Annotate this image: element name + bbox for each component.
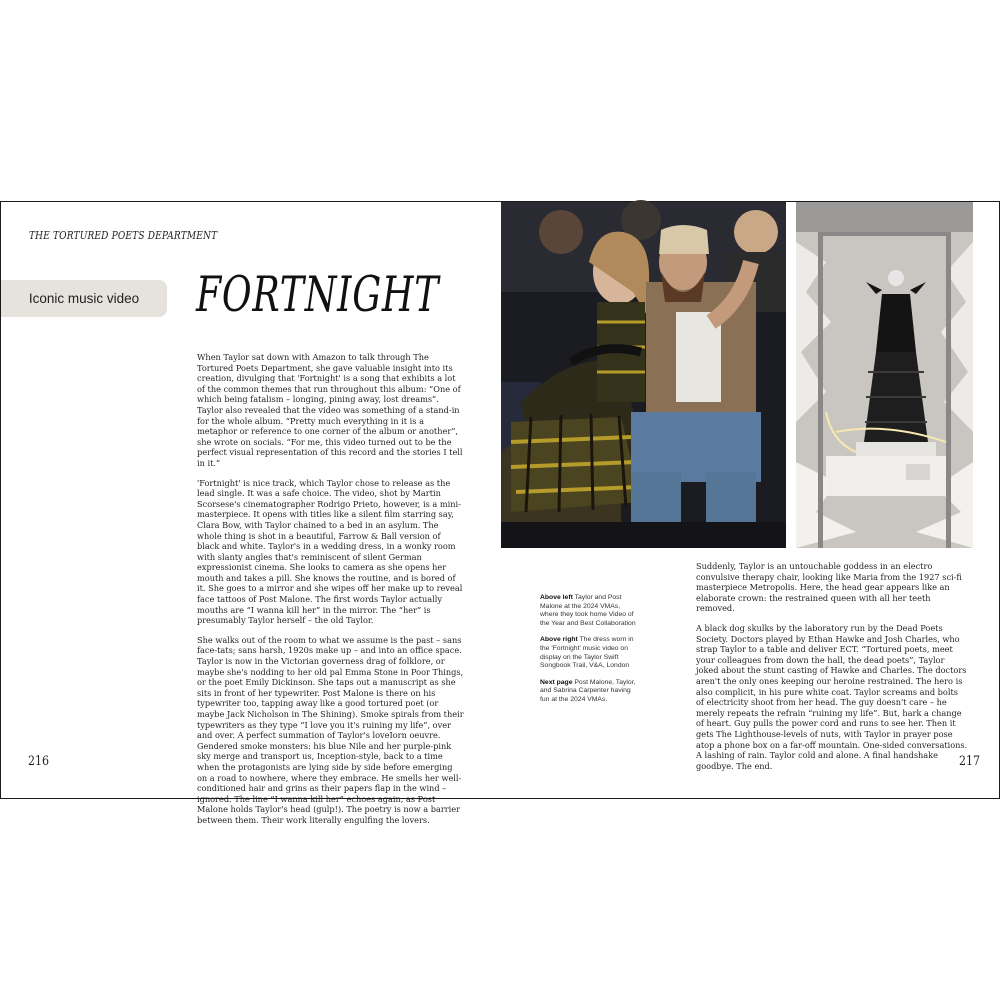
- page-number-right: 217: [959, 754, 981, 769]
- paragraph: She walks out of the room to what we assume is the past – sans face-tats; sans harsh, 1920s make up – and into an office space. Taylor is now in the Victorian governess drag of folklore, or maybe she's nodding to her old pal Emma Stone in Poor Things, or the poet Emily Dickinson. She taps out a manuscript as she sits in front of her typewriter. Post Malone is there on his typewriter too, tapping away like a good tortured poet (or maybe Jack Nicholson in The Shining). Smoke spirals from their typewriters as they type “I love you it's ruining my life”, over and over. A perfect summation of Taylor's loveIorn oeuvre. Gendered smoke monsters: his blue Nile and her purple-pink sky merge and transport us, Inception-style, back to a time when the protagonists are lying side by side before emerging on a road to nowhere, where they embrace. He smells her well-conditioned hair and grins as their papers flap in the wind – ignored. The line “I wanna kill her” echoes again, as Post Malone holds Taylor's head (gulp!). The poetry is now a barrier between them. Their work literally engulfing the lovers.: [197, 634, 464, 825]
- caption-text: The dress worn in the 'Fortnight' music video on display on the Taylor Swift Songbook Trail, V&A, London: [540, 636, 634, 670]
- paragraph: Suddenly, Taylor is an untouchable goddess in an electro convulsive therapy chair, looking like Maria from the 1927 sci-fi masterpiece Metropolis. Here, the head gear appears like an elaborate crown: the restrained queen with all her teeth removed.: [696, 561, 962, 614]
- paragraph: When Taylor sat down with Amazon to talk through The Tortured Poets Department, she gave valuable insight into its creation, divulging that 'Fortnight' is a song that exhibits a lot of the common themes that run throughout this album: “One of which being fatalism – longing, pining away, lost dreams”. Taylor also revealed that the video was something of a stand-in for the whole album. “Pretty much everything in it is a metaphor or reference to one corner of the album or another”, she wrote on socials. “For me, this video turned out to be the perfect visual representation of this record and the stories I tell in it.”: [197, 352, 463, 468]
- paragraph: 'Fortnight' is nice track, which Taylor chose to release as the lead single. It was a safe choice. The video, shot by Martin Scorsese's cinematographer Rodrigo Prieto, however, is a mini-masterpiece. It opens with titles like a silent film starring say, Clara Bow, with Taylor chained to a bed in an asylum. The whole thing is shot in a beautiful, Farrow & Ball version of black and white. Taylor's in a wedding dress, in a wonky room with slanty angles that's reminiscent of silent German expressionist cinema. She looks to camera as she opens her mouth and takes a pill. She knows the routine, and is bored of it. She goes to a mirror and she wipes off her make up to reveal face tattoos of Post Malone. The first words Taylor actually mouths are “I wanna kill her” in the mirror. The “her” is presumably Taylor herself – the old Taylor.: [197, 477, 463, 626]
- photo-vma-couple: [501, 202, 786, 548]
- caption-label: Above left: [540, 594, 573, 601]
- caption-text: Post Malone, Taylor, and Sabrina Carpenter having fun at the 2024 VMAs.: [540, 678, 636, 703]
- paragraph: A black dog skulks by the laboratory run by the Dead Poets Society. Doctors played by Ethan Hawke and Josh Charles, who strap Taylor to a table and deliver ECT. “Tortured poets, meet your colleagues from down the hall, the dead poets”, Taylor joked about the stunt casting of Hawke and Charles. The doctors aren't the only ones keeping our heroine restrained. The hero is also complicit, in his pure white coat. Taylor screams and bolts of electricity shoot from her head. The guy doesn't care – he merely repeats the refrain “ruining my life”. But, hark a change of heart. Guy pulls the power cord and runs to see her. Then it gets The Lighthouse-levels of nuts, with Taylor in prayer pose atop a phone box on a far-off mountain. One-sided conversations. A lashing of rain. Taylor cold and alone. A final handshake goodbye. The end.: [696, 622, 968, 771]
- section-tag: [1, 280, 167, 317]
- photo-captions: [540, 594, 636, 713]
- page-number-left: 216: [28, 754, 50, 769]
- caption: [540, 679, 636, 705]
- caption-text: Taylor and Post Malone at the 2024 VMAs, where they took home Video of the Year and Best Collaboration: [540, 594, 636, 627]
- article-title: FORTNIGHT: [196, 266, 440, 323]
- caption-label: Above right: [540, 636, 578, 644]
- book-spread: [0, 201, 1000, 825]
- caption: [540, 636, 636, 670]
- caption-label: Next page: [540, 678, 573, 686]
- caption: [540, 594, 636, 628]
- left-text-column: [197, 352, 464, 835]
- photo-dress-display: [796, 202, 973, 548]
- running-head: THE TORTURED POETS DEPARTMENT: [29, 229, 218, 242]
- right-text-column: [696, 561, 968, 780]
- section-tag-label: Iconic music video: [28, 291, 140, 306]
